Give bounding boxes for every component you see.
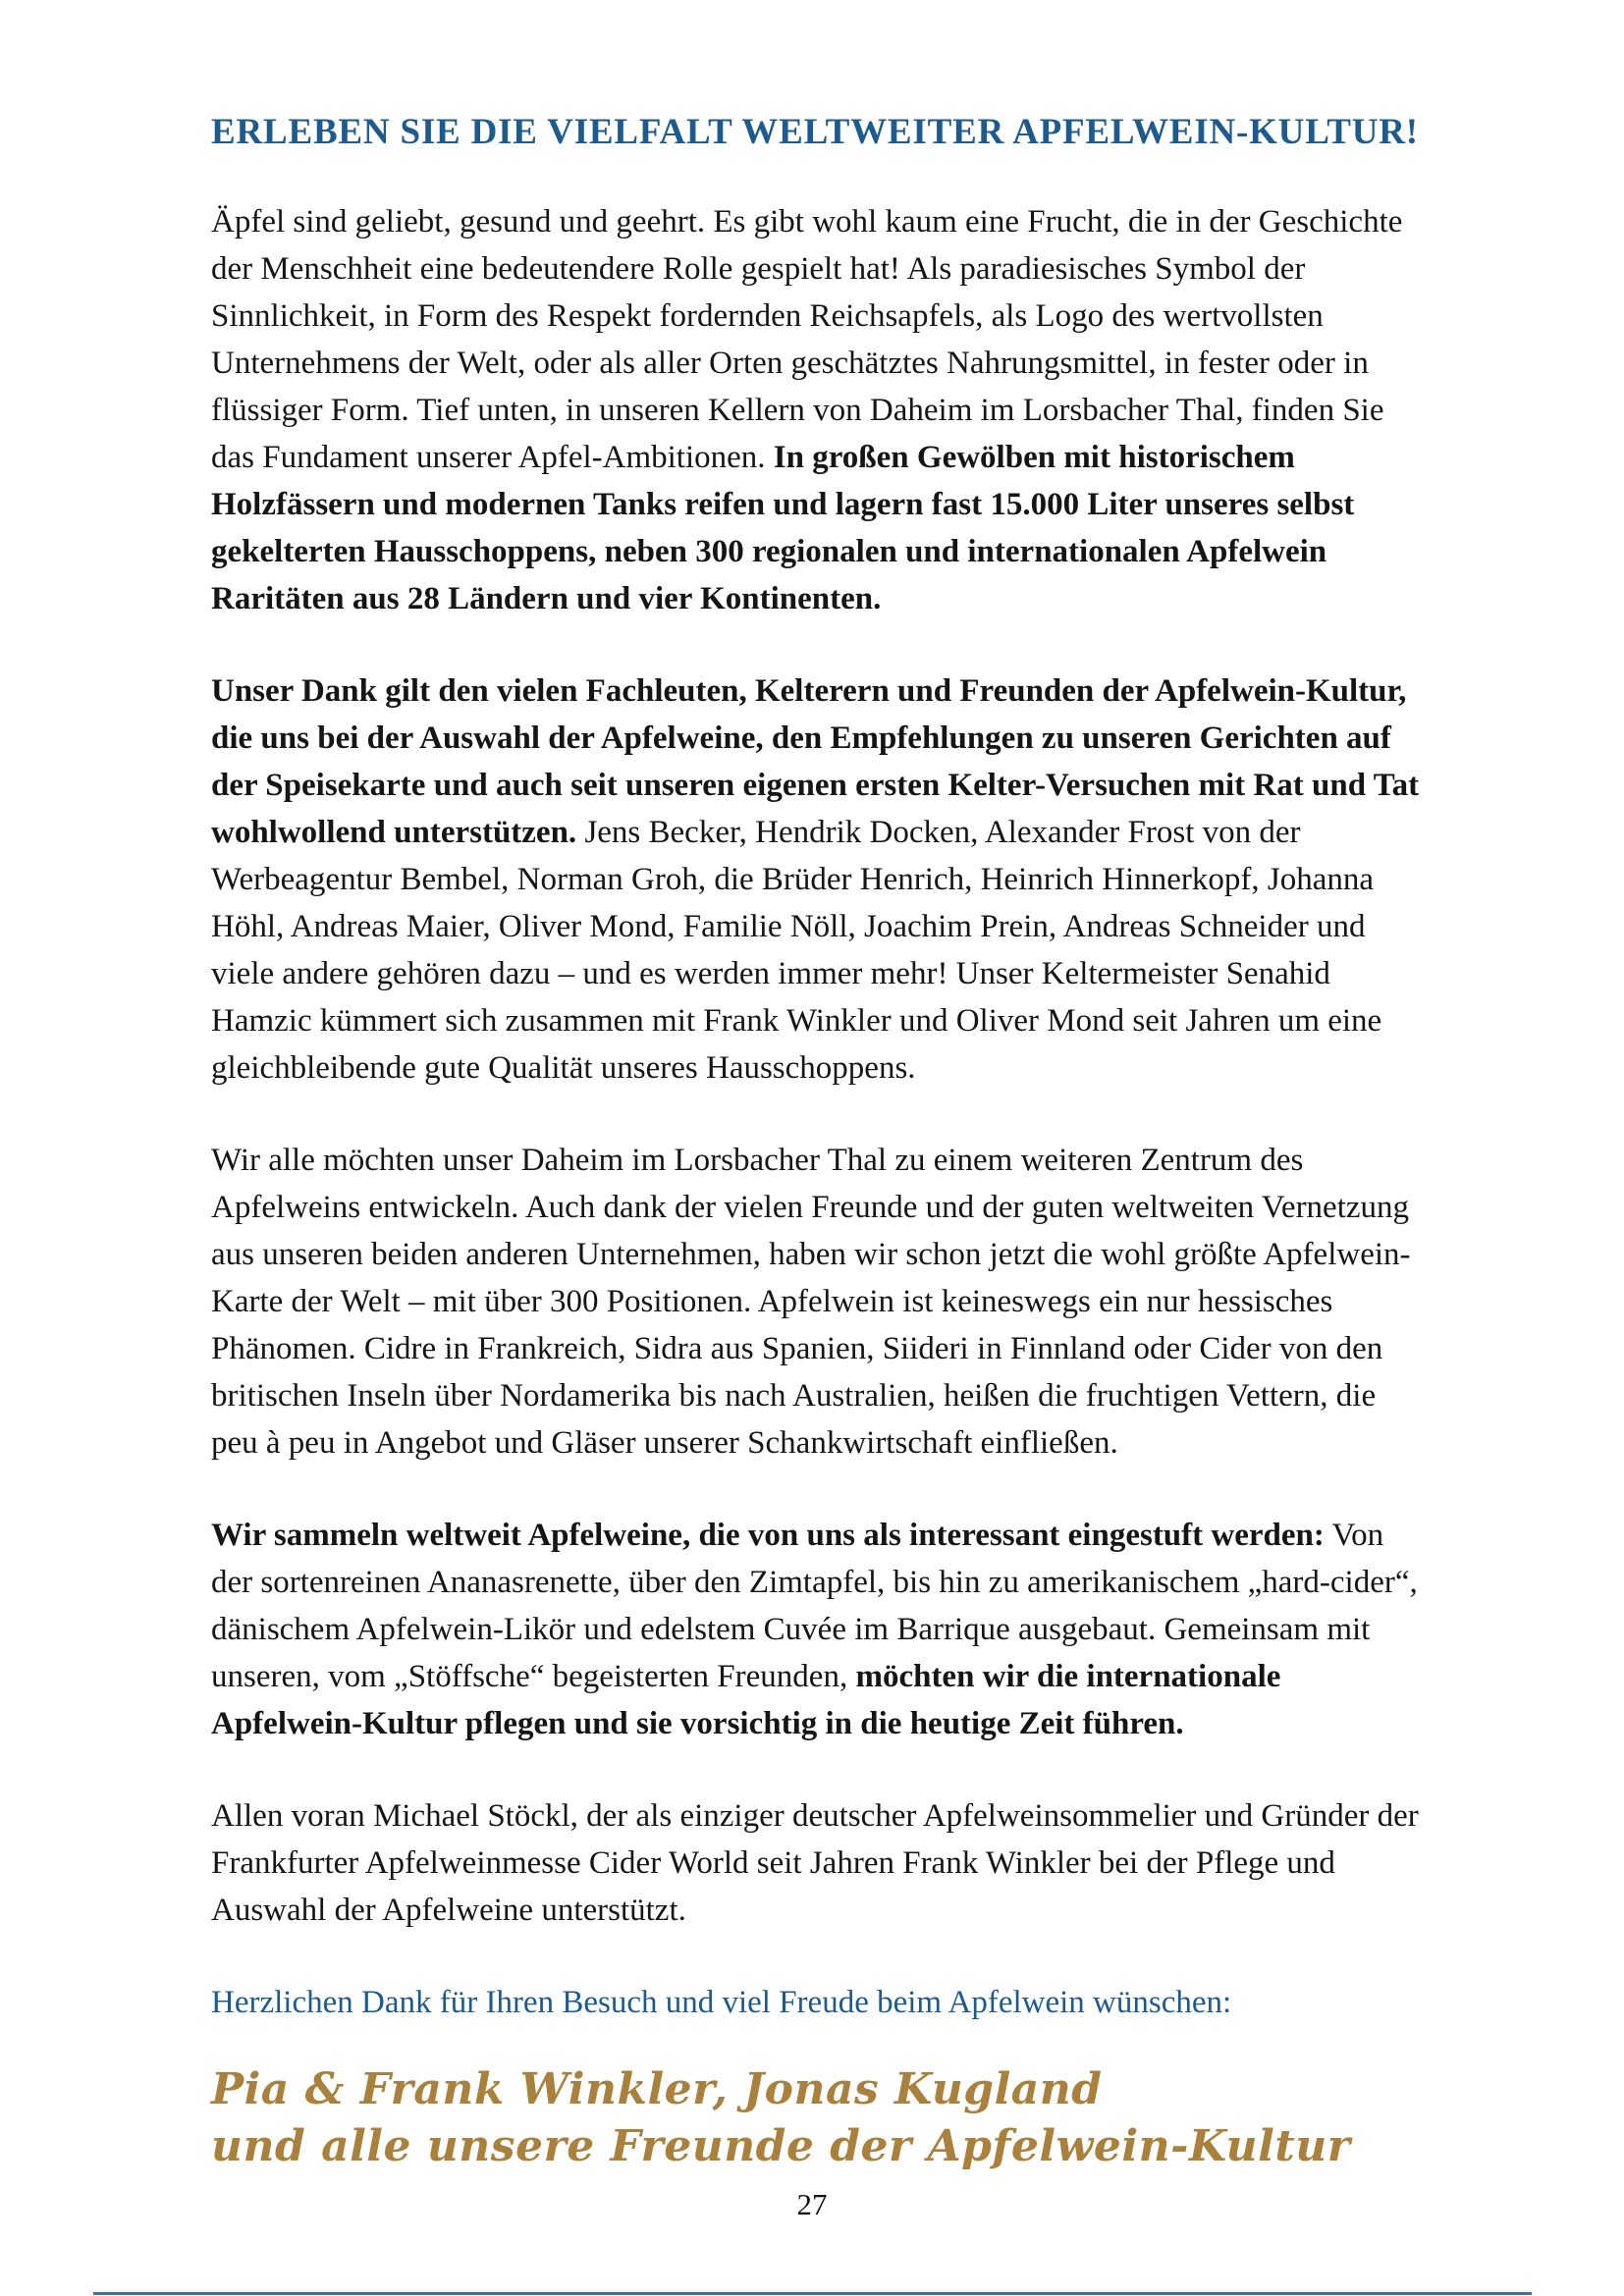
signature-line-1: Pia & Frank Winkler, Jonas Kugland (211, 2064, 1103, 2115)
paragraph-3 (211, 1137, 1421, 1467)
bottom-edge-rule (93, 2292, 1532, 2295)
paragraph-segment: Wir sammeln weltweit Apfelweine, die von uns als interessant eingestuft werden: (211, 1518, 1325, 1554)
paragraph-2 (211, 667, 1421, 1092)
paragraph-segment: Jens Becker, Hendrik Docken, Alexander Frost von der Werbeagentur Bembel, Norman Groh, die Brüder Henrich, Heinrich Hinnerkopf, Johanna Höhl, Andreas Maier, Oliver Mond, Familie Nöll, Joachim Prein, Andreas Schneider und viele andere gehören dazu – und es werden immer mehr! Unser Keltermeister Senahid Hamzic kümmert sich zusammen mit Frank Winkler und Oliver Mond seit Jahren um eine gleichbleibende gute Qualität unseres Hausschoppens. (211, 815, 1382, 1087)
signature (211, 2061, 1421, 2175)
paragraph-1 (211, 198, 1421, 622)
paragraph-segment: Wir alle möchten unser Daheim im Lorsbacher Thal zu einem weiteren Zentrum des Apfelweins entwickeln. Auch dank der vielen Freunde und der guten weltweiten Vernetzung aus unseren beiden anderen Unternehmen, haben wir schon jetzt die wohl größte Apfelwein-Karte der Welt – mit über 300 Positionen. Apfelwein ist keineswegs ein nur hessisches Phänomen. Cidre in Frankreich, Sidra aus Spanien, Siideri in Finnland oder Cider von den britischen Inseln über Nordamerika bis nach Australien, heißen die fruchtigen Vettern, die peu à peu in Angebot und Gläser unserer Schankwirtschaft einfließen. (211, 1143, 1411, 1462)
paragraph-segment: Von der sortenreinen Ananasrenette, über den Zimtapfel, bis hin zu amerikanischem „hard-cider“, dänischem Apfelwein-Likör und edelstem Cuvée im Barrique ausgebaut. Gemeinsam mit unseren, vom „Stöffsche“ begeisterten Freunden, (211, 1518, 1418, 1695)
body-text (211, 198, 1421, 1934)
paragraph-segment: Allen voran Michael Stöckl, der als einziger deutscher Apfelweinsommelier und Gründer der Frankfurter Apfelweinmesse Cider World seit Jahren Frank Winkler bei der Pflege und Auswahl der Apfelweine unterstützt. (211, 1798, 1419, 1929)
paragraph-4 (211, 1512, 1421, 1747)
paragraph-segment: Unser Dank gilt den vielen Fachleuten, Kelterern und Freunden der Apfelwein-Kultur, die uns bei der Auswahl der Apfelweine, den Empfehlungen zu unseren Gerichten auf der Speisekarte und auch seit unseren eigenen ersten Kelter-Versuchen mit Rat und Tat wohlwollend unterstützen. (211, 673, 1420, 851)
page-content (211, 110, 1421, 2175)
paragraph-segment: Äpfel sind geliebt, gesund und geehrt. Es gibt wohl kaum eine Frucht, die in der Geschichte der Menschheit eine bedeutendere Rolle gespielt hat! Als paradiesisches Symbol der Sinnlichkeit, in Form des Respekt fordernden Reichsapfels, als Logo des wertvollsten Unternehmens der Welt, oder als aller Orten geschätztes Nahrungsmittel, in fester oder in flüssiger Form. Tief unten, in unseren Kellern von Daheim im Lorsbacher Thal, finden Sie das Fundament unserer Apfel-Ambitionen. (211, 204, 1403, 476)
paragraph-segment: In großen Gewölben mit historischem Holzfässern und modernen Tanks reifen und lagern fast 15.000 Liter unseres selbst gekelterten Hausschoppens, neben 300 regionalen und internationalen Apfelwein Raritäten aus 28 Ländern und vier Kontinenten. (211, 440, 1355, 617)
signature-line-2: und alle unsere Freunde der Apfelwein-Kultur (211, 2121, 1351, 2172)
paragraph-segment: möchten wir die internationale Apfelwein-Kultur pflegen und sie vorsichtig in die heutige Zeit führen. (211, 1659, 1281, 1742)
page-title: ERLEBEN SIE DIE VIELFALT WELTWEITER APFELWEIN-KULTUR! (211, 112, 1419, 152)
thanks-line: Herzlichen Dank für Ihren Besuch und viel Freude beim Apfelwein wünschen: (211, 1985, 1232, 2021)
paragraph-5 (211, 1792, 1421, 1934)
page-number: 27 (796, 2187, 828, 2221)
